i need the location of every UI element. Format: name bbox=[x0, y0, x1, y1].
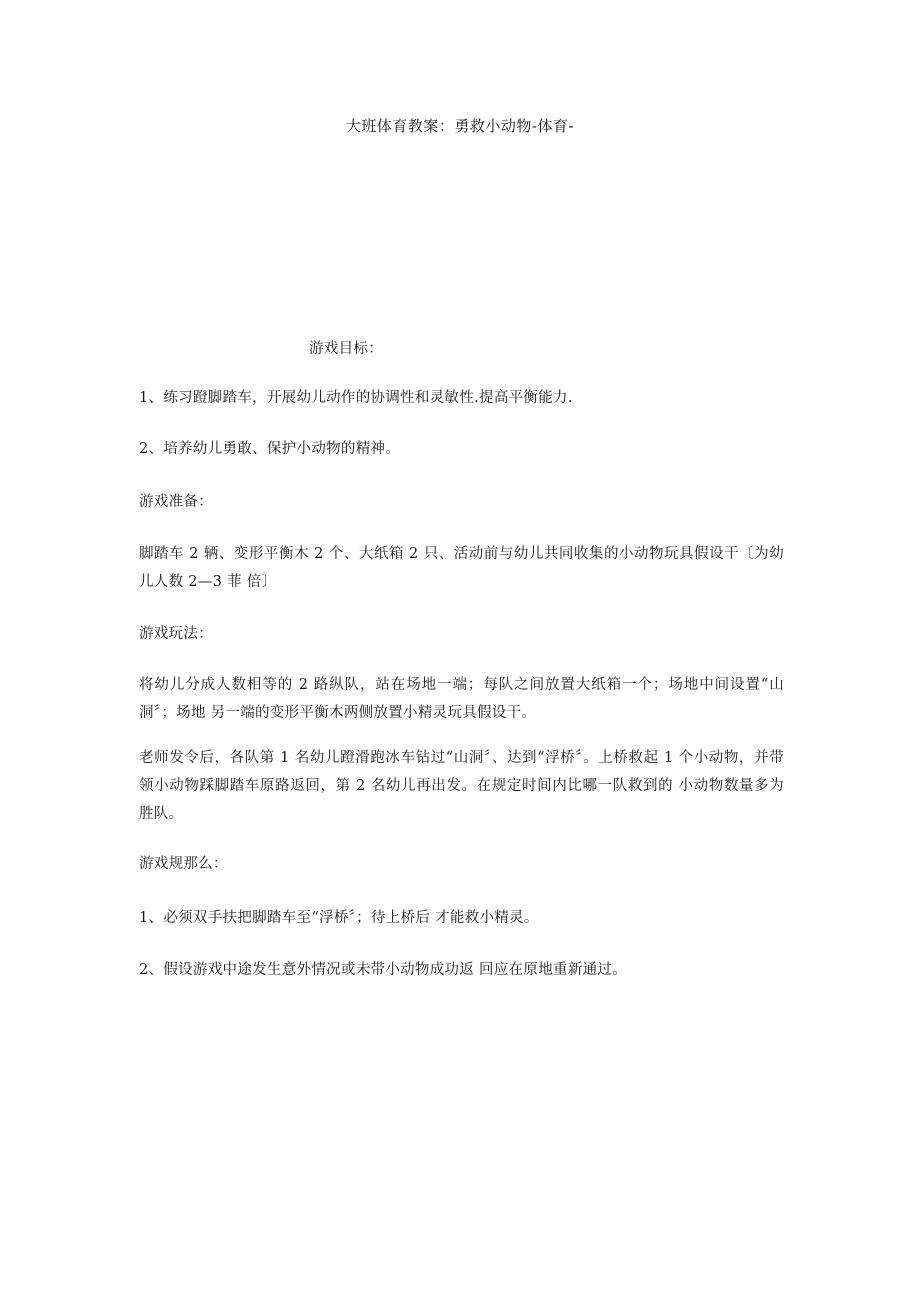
gameplay-text-1: 将幼儿分成人数相等的 2 路纵队，站在场地一端；每队之间放置大纸箱一个；场地中间设置“山洞〞；场地 另一端的变形平衡木两侧放置小精灵玩具假设干。 bbox=[139, 677, 784, 721]
goal-item-1: 1、练习蹬脚踏车，开展幼儿动作的协调性和灵敏性.提高平衡能力. bbox=[139, 390, 573, 406]
rule-item-2: 2、假设游戏中途发生意外情况或未带小动物成功返 回应在原地重新通过。 bbox=[139, 962, 628, 978]
section-heading-gameplay: 游戏玩法： bbox=[139, 626, 213, 642]
rule-item-1: 1、必须双手扶把脚踏车至“浮桥〞；待上桥后 才能救小精灵。 bbox=[139, 910, 539, 926]
goal-item-2: 2、培养幼儿勇敢、保护小动物的精神。 bbox=[139, 441, 401, 457]
section-heading-rules: 游戏规那么： bbox=[139, 856, 228, 872]
preparation-text: 脚踏车 2 辆、变形平衡木 2 个、大纸箱 2 只、活动前与幼儿共同收集的小动物玩具假设干〔为幼儿人数 2—3 菲 倍〕 bbox=[139, 546, 784, 590]
section-heading-preparation: 游戏准备： bbox=[139, 494, 213, 510]
document-title: 大班体育教案：勇救小动物-体育- bbox=[345, 117, 575, 135]
gameplay-text-2: 老师发令后，各队第 1 名幼儿蹬滑跑冰车钻过“山洞〞、达到“浮桥〞。上桥救起 1 个小动物，并带领小动物踩脚踏车原路返回，第 2 名幼儿再出发。在规定时间内比哪一队救到的 小动物数量多为胜队。 bbox=[139, 750, 784, 822]
section-heading-goals: 游戏目标： bbox=[309, 341, 383, 357]
